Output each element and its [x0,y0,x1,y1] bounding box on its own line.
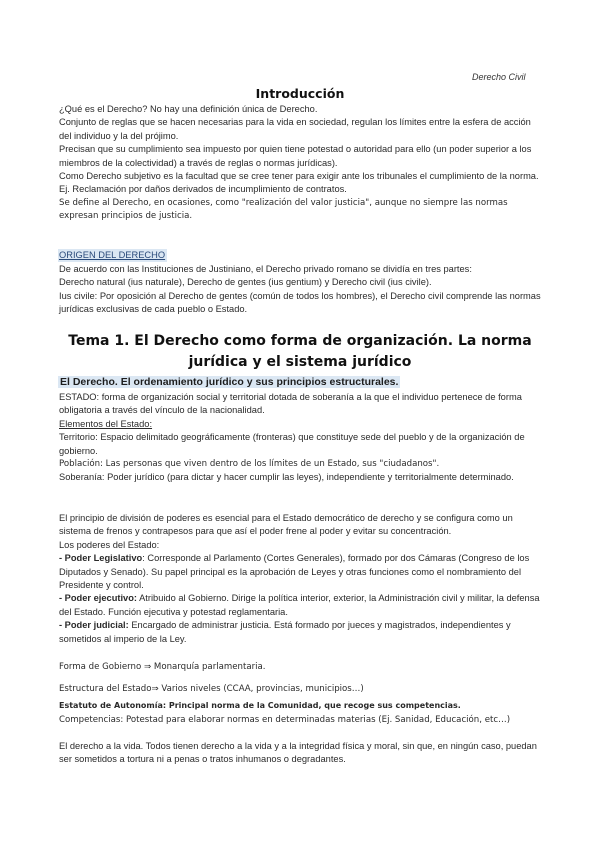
intro-definition: Se define al Derecho, en ocasiones, como "realización del valor justicia", aunque no siempre las normas expresan principios de justicia. [59,197,508,222]
soberania-text: Soberanía: Poder jurídico (para dictar y hacer cumplir las leyes), independiente y territorialmente determinado. [59,472,514,483]
intro-line: Como Derecho subjetivo es la facultad que se cree tener para exigir ante los tribunales el cumplimiento de la norma. [59,171,539,182]
intro-block [59,103,544,224]
poder-item [59,619,544,646]
poder-text: : Corresponde al Parlamento (Cortes Generales), formado por dos Cámaras (Congreso de los Diputados y Senado). Su papel principal es la aprobación de Leyes y otras funciones como el nombramiento del Presidente y control. [59,553,530,591]
intro-line: Conjunto de reglas que se hacen necesarias para la vida en sociedad, regulan los límites entre la esfera de acción del individuo y la del prójimo. [59,117,531,141]
forma-gobierno: Forma de Gobierno ⇒ Monarquía parlamentaria. [59,662,266,672]
division-text: El principio de división de poderes es esencial para el Estado democrático de derecho y se configura como un sistema de frenos y contrapesos para que así el poder frene al poder y evitar su concentración. [59,513,513,537]
intro-line: Ej. Reclamación por daños derivados de incumplimiento de contratos. [59,184,347,195]
competencias-text: Competencias: Potestad para elaborar normas en determinadas materias (Ej. Sanidad, Educación, etc…) [59,715,511,725]
header-label: Derecho Civil [472,72,526,82]
estructura-estado: Estructura del Estado⇒ Varios niveles (CCAA, provincias, municipios…) [59,684,364,694]
estatuto-autonomia: Estatuto de Autonomía: Principal norma de la Comunidad, que recoge sus competencias. [59,701,461,710]
tema-title: Tema 1. El Derecho como forma de organización. La norma jurídica y el sistema jurídico [68,333,532,370]
elements-heading: Elementos del Estado: [59,418,153,429]
poderes-heading: Los poderes del Estado: [59,539,160,550]
derecho-vida: El derecho a la vida. Todos tienen derecho a la vida y a la integridad física y moral, sin que, en ningún caso, puedan ser sometidos a tortura ni a penas o tratos inhumanos o degradantes. [59,741,537,765]
poder-item [59,592,544,619]
estado-definition: ESTADO: forma de organización social y territorial dotada de soberanía a la que el individuo pertenece de forma obligatoria a través del vínculo de la nacionalidad. [59,392,522,416]
origin-line: Ius civile: Por oposición al Derecho de gentes (común de todos los hombres), el Derecho civil comprende las normas jurídicas exclusivas de cada pueblo o Estado. [59,290,541,315]
intro-line: ¿Qué es el Derecho? No hay una definición única de Derecho. [59,104,318,114]
poder-name: - Poder ejecutivo: [59,593,138,604]
poder-name: - Poder judicial: [59,620,129,631]
origin-heading: ORIGEN DEL DERECHO [59,250,166,260]
intro-title: Introducción [255,86,345,101]
origin-line: De acuerdo con las Instituciones de Justiniano, el Derecho privado romano se dividía en tres partes: [59,264,472,274]
intro-line: Precisan que su cumplimiento sea impuesto por quien tiene potestad o autoridad para ello (un poder superior a los miembros de la colectividad) a través de reglas o normas jurídicas). [59,144,532,168]
origin-block [59,263,544,317]
territorio-text: Territorio: Espacio delimitado geográficamente (fronteras) que constituye sede del pueblo y de la organización de gobierno. [59,432,525,456]
poderes-block [59,512,544,646]
poder-text: Encargado de administrar justicia. Está formado por jueces y magistrados, independientes y sometidos al imperio de la Ley. [59,620,511,644]
poder-name: - Poder Legislativo [59,553,143,564]
poder-text: Atribuido al Gobierno. Dirige la política interior, exterior, la Administración civil y militar, la defensa del Estado. Función ejecutiva y potestad reglamentaria. [59,593,540,617]
poder-item [59,552,544,592]
origin-line: Derecho natural (ius naturale), Derecho de gentes (ius gentium) y Derecho civil (ius civile). [59,277,432,288]
section-heading: El Derecho. El ordenamiento jurídico y sus principios estructurales. [60,376,399,388]
poblacion-text: Población: Las personas que viven dentro de los límites de un Estado, sus "ciudadanos". [59,459,440,470]
estado-block [59,391,544,485]
